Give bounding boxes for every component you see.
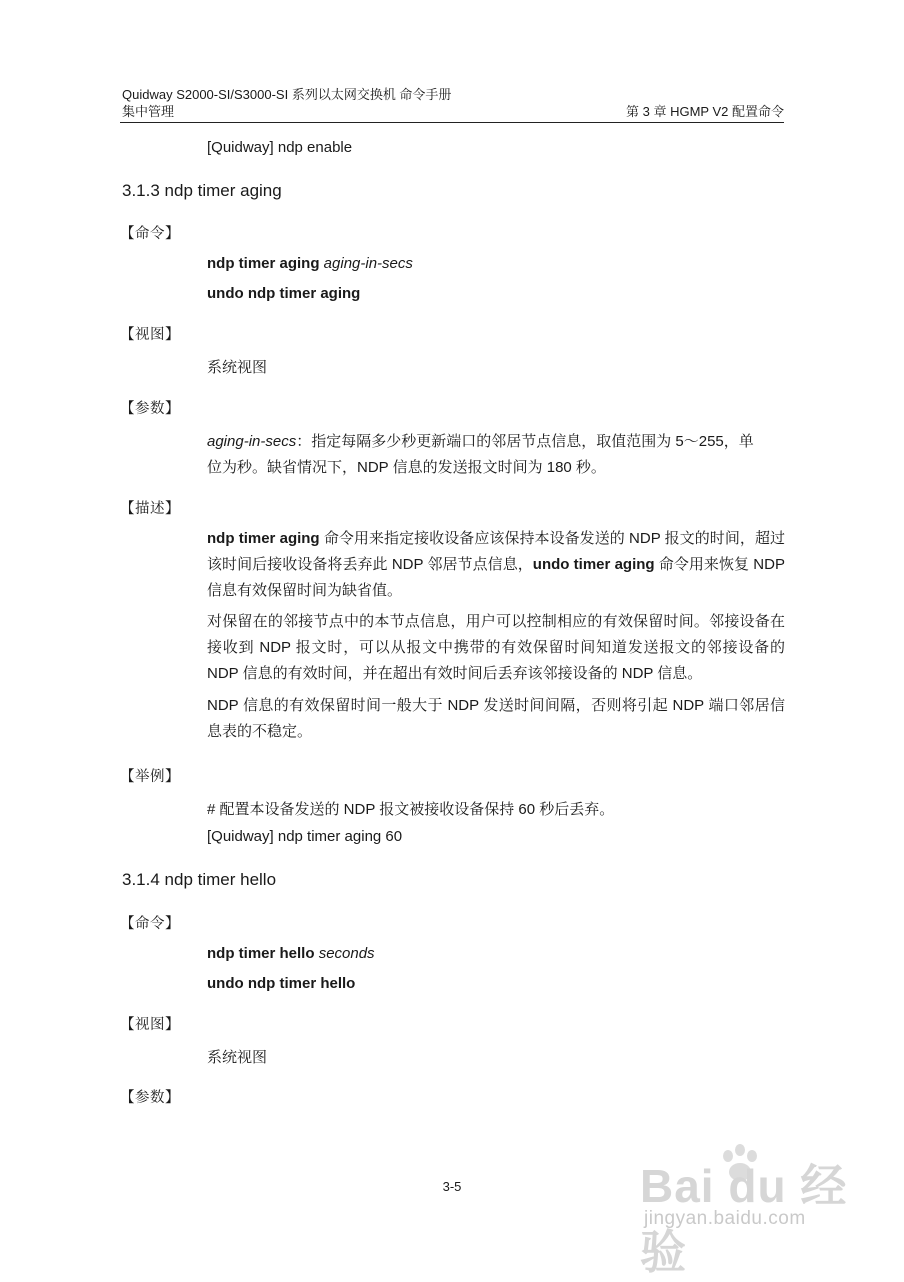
chapter-title: 第 3 章 HGMP V2 配置命令	[626, 104, 784, 119]
header-row	[122, 104, 784, 120]
tag-param-314: 【参数】	[120, 1090, 180, 1106]
param-line-1: aging-in-secs：指定每隔多少秒更新端口的邻居节点信息，取值范围为 5～255，单	[207, 433, 754, 450]
tag-example: 【举例】	[120, 769, 180, 785]
tag-view: 【视图】	[120, 327, 180, 343]
watermark-brand: Bai du 经验	[640, 1160, 848, 1278]
page-number: 3-5	[442, 1179, 462, 1194]
example-prev-cmd: [Quidway] ndp enable	[207, 139, 353, 156]
command-syntax-314-1: ndp timer hello seconds	[207, 945, 375, 962]
tag-view-314: 【视图】	[120, 1017, 180, 1033]
param-line-2: 位为秒。缺省情况下，NDP 信息的发送报文时间为 180 秒。	[207, 459, 606, 476]
section-name: 集中管理	[122, 104, 175, 119]
param-name: aging-in-secs	[207, 433, 297, 450]
example-command: [Quidway] ndp timer aging 60	[207, 828, 403, 845]
header-rule	[120, 122, 784, 123]
command-syntax-1	[207, 255, 413, 272]
view-text: 系统视图	[207, 359, 268, 376]
baidu-watermark	[640, 1150, 850, 1278]
desc-paragraph-1: ndp timer aging 命令用来指定接收设备应该保持本设备发送的 NDP 报文的时间，超过该时间后接收设备将丢弃此 NDP 邻居节点信息，undo timer aging 命令用来恢复 NDP 信息有效保留时间为缺省值。	[207, 530, 786, 599]
doc-title: Quidway S2000-SI/S3000-SI 系列以太网交换机 命令手册	[122, 87, 452, 102]
view-text-314: 系统视图	[207, 1049, 268, 1066]
watermark-url: jingyan.baidu.com	[644, 1208, 806, 1229]
tag-command-314: 【命令】	[120, 916, 180, 932]
command-syntax-314-2: undo ndp timer hello	[207, 975, 356, 992]
command-syntax-2: undo ndp timer aging	[207, 285, 361, 302]
command-param: aging-in-secs	[323, 255, 413, 272]
desc-paragraph-2: 对保留在的邻接节点中的本节点信息，用户可以控制相应的有效保留时间。邻接设备在接收到 NDP 报文时，可以从报文中携带的有效保留时间知道发送报文的邻接设备的 NDP 信息的有效时间，并在超出有效时间后丢弃该邻接设备的 NDP 信息。	[207, 613, 785, 682]
section-heading-313: 3.1.3 ndp timer aging	[122, 181, 282, 200]
tag-param: 【参数】	[120, 401, 180, 417]
desc-paragraph-3: NDP 信息的有效保留时间一般大于 NDP 发送时间间隔，否则将引起 NDP 端口邻居信息表的不稳定。	[207, 697, 785, 740]
tag-command: 【命令】	[120, 226, 180, 242]
tag-desc: 【描述】	[120, 501, 180, 517]
example-comment: # 配置本设备发送的 NDP 报文被接收设备保持 60 秒后丢弃。	[207, 801, 615, 818]
command-keyword: ndp timer aging	[207, 255, 320, 272]
section-heading-314: 3.1.4 ndp timer hello	[122, 870, 277, 889]
